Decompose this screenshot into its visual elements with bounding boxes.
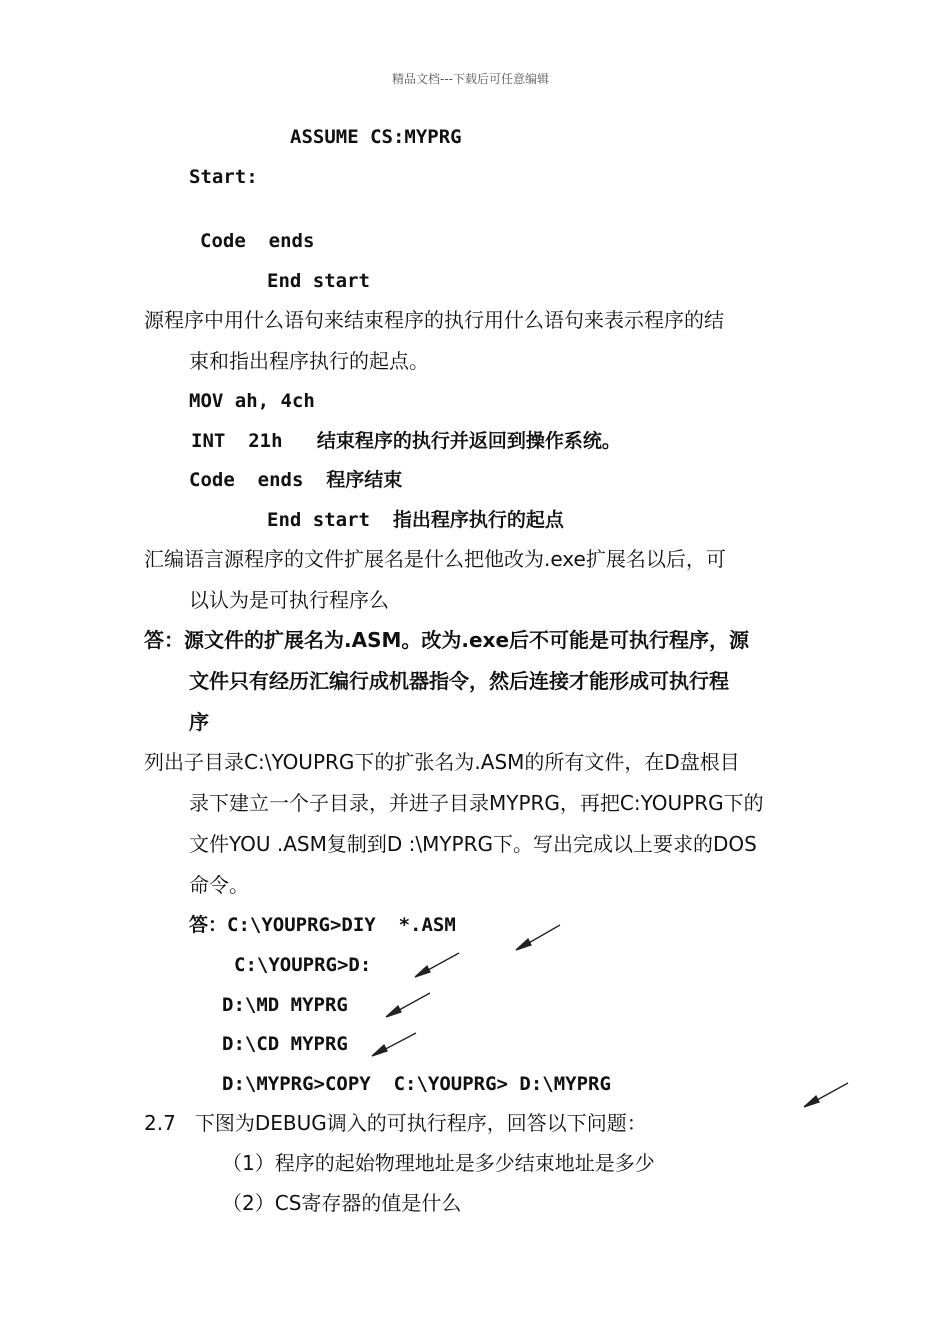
code-ends: Code ends (200, 230, 315, 252)
question-1-line1: 源程序中用什么语句来结束程序的执行用什么语句来表示程序的结 (144, 308, 724, 332)
answer-1-mov: MOV ah, 4ch (189, 390, 315, 412)
arrow-icon (415, 953, 459, 977)
arrow-icon (804, 1083, 848, 1107)
question-3-line3: 文件YOU .ASM复制到D :\MYPRG下。写出完成以上要求的DOS (189, 832, 757, 856)
code-end-start: End start (267, 270, 370, 292)
arrow-icon (386, 993, 430, 1017)
answer-3-cmd-drive: C:\YOUPRG>D: (234, 954, 372, 976)
question-4-title: 2.7 下图为DEBUG调入的可执行程序，回答以下问题： (144, 1111, 647, 1135)
answer-2-line2: 文件只有经历汇编行成机器指令，然后连接才能形成可执行程 (189, 669, 729, 693)
answer-3-cmd-dir: 答：C:\YOUPRG>DIY *.ASM (189, 914, 456, 936)
arrow-icon (516, 925, 560, 950)
answer-1-end-start: End start 指出程序执行的起点 (267, 509, 564, 531)
answer-3-cmd-cd: D:\CD MYPRG (222, 1033, 348, 1055)
question-3-line2: 录下建立一个子目录，并进子目录MYPRG，再把C:YOUPRG下的 (189, 791, 764, 815)
question-4-sub1: （1）程序的起始物理地址是多少结束地址是多少 (222, 1151, 655, 1175)
answer-3-cmd-md: D:\MD MYPRG (222, 994, 348, 1016)
answer-1-int: INT 21h 结束程序的执行并返回到操作系统。 (191, 430, 621, 452)
question-3-line4: 命令。 (189, 873, 249, 897)
answer-3-cmd-copy: D:\MYPRG>COPY C:\YOUPRG> D:\MYPRG (222, 1073, 611, 1095)
answer-2-line3: 序 (189, 710, 209, 734)
code-start-label: Start: (189, 166, 258, 188)
page-header: 精品文档---下载后可任意编辑 (392, 72, 549, 86)
arrow-icon (372, 1033, 416, 1056)
question-4-sub2: （2）CS寄存器的值是什么 (222, 1191, 462, 1215)
answer-2-line1: 答：源文件的扩展名为.ASM。改为.exe后不可能是可执行程序，源 (144, 628, 750, 652)
question-2-line1: 汇编语言源程序的文件扩展名是什么把他改为.exe扩展名以后，可 (144, 547, 726, 571)
question-2-line2: 以认为是可执行程序么 (189, 588, 389, 612)
code-assume: ASSUME CS:MYPRG (290, 126, 462, 148)
question-3-line1: 列出子目录C:\YOUPRG下的扩张名为.ASM的所有文件，在D盘根目 (144, 750, 740, 774)
answer-1-code-ends: Code ends 程序结束 (189, 469, 403, 491)
question-1-line2: 束和指出程序执行的起点。 (189, 349, 429, 373)
